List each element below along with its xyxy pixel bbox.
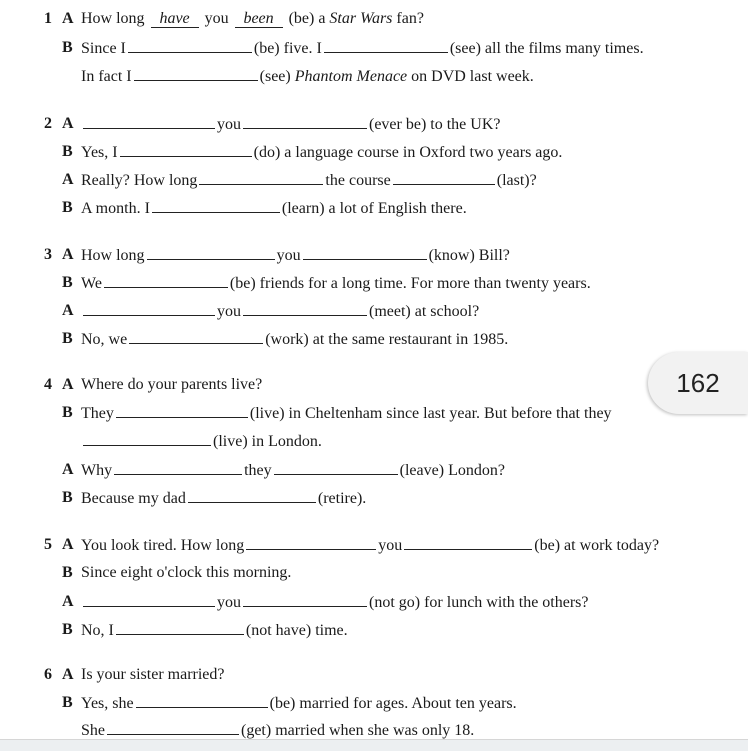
text-segment: Since I xyxy=(81,40,126,57)
answer-blank[interactable] xyxy=(243,114,367,129)
text-segment: on DVD last week. xyxy=(411,68,534,85)
page-number-badge[interactable]: 162 xyxy=(648,352,748,414)
answer-blank[interactable] xyxy=(83,592,215,607)
text-segment: (be) married for ages. About ten years. xyxy=(269,695,517,712)
text-segment: (be) friends for a long time. For more than twenty years. xyxy=(229,275,591,292)
speaker-label: A xyxy=(62,536,74,553)
filled-answer[interactable]: have xyxy=(151,11,199,28)
answer-blank[interactable] xyxy=(274,460,398,475)
text-segment: you xyxy=(217,116,241,133)
exercise-number: 2 xyxy=(44,115,52,132)
answer-blank[interactable] xyxy=(104,273,228,288)
text-segment: they xyxy=(244,462,272,479)
text-segment: you xyxy=(217,303,241,320)
text-segment: (not have) time. xyxy=(245,622,348,639)
text-segment: (know) Bill? xyxy=(428,247,510,264)
text-segment: (do) a language course in Oxford two years ago. xyxy=(253,144,563,161)
answer-blank[interactable] xyxy=(199,170,323,185)
answer-blank[interactable] xyxy=(152,198,280,213)
speaker-label: B xyxy=(62,39,73,56)
text-segment: you xyxy=(217,594,241,611)
exercise-number: 5 xyxy=(44,536,52,553)
text-segment: fan? xyxy=(396,10,424,27)
text-segment: Really? How long xyxy=(81,172,198,189)
answer-blank[interactable] xyxy=(243,301,367,316)
text-segment: No, we xyxy=(81,331,128,348)
filled-answer[interactable]: been xyxy=(235,11,283,28)
text-segment: (see) xyxy=(259,68,291,85)
text-segment: (be) a xyxy=(288,10,326,27)
speaker-label: B xyxy=(62,621,73,638)
answer-blank[interactable] xyxy=(188,488,316,503)
speaker-label: A xyxy=(62,302,74,319)
answer-blank[interactable] xyxy=(324,38,448,53)
answer-blank[interactable] xyxy=(129,329,263,344)
speaker-label: A xyxy=(62,376,74,393)
answer-blank[interactable] xyxy=(134,66,258,81)
answer-blank[interactable] xyxy=(83,114,215,129)
text-segment: A month. I xyxy=(81,200,150,217)
answer-blank[interactable] xyxy=(303,245,427,260)
text-segment: Yes, she xyxy=(81,695,134,712)
text-segment: (not go) for lunch with the others? xyxy=(369,594,589,611)
exercise-number: 1 xyxy=(44,10,52,27)
text-segment: We xyxy=(81,275,102,292)
text-segment: you xyxy=(378,537,403,554)
text-segment: How long xyxy=(81,247,145,264)
answer-blank[interactable] xyxy=(243,592,367,607)
text-segment: the course xyxy=(325,172,391,189)
text-segment: (be) five. I xyxy=(253,40,322,57)
text-segment: (ever be) to the UK? xyxy=(369,116,501,133)
answer-blank[interactable] xyxy=(83,431,211,446)
speaker-label: B xyxy=(62,143,73,160)
text-segment: (meet) at school? xyxy=(369,303,480,320)
speaker-label: A xyxy=(62,115,74,132)
answer-blank[interactable] xyxy=(128,38,252,53)
text-segment: No, I xyxy=(81,622,114,639)
speaker-label: A xyxy=(62,10,74,27)
answer-blank[interactable] xyxy=(120,142,252,157)
answer-blank[interactable] xyxy=(116,620,244,635)
speaker-label: A xyxy=(62,246,74,263)
speaker-label: A xyxy=(62,593,74,610)
text-segment: (live) in Cheltenham since last year. But before that they xyxy=(249,405,612,422)
text-segment: They xyxy=(81,405,114,422)
text-segment: (be) at work today? xyxy=(534,537,660,554)
text-segment: (work) at the same restaurant in 1985. xyxy=(265,331,509,348)
text-segment: (live) in London. xyxy=(213,433,322,450)
speaker-label: B xyxy=(62,404,73,421)
text-segment: Why xyxy=(81,462,113,479)
speaker-label: B xyxy=(62,564,73,581)
answer-blank[interactable] xyxy=(404,535,532,550)
text-segment: (see) all the films many times. xyxy=(449,40,644,57)
text-segment: Is your sister married? xyxy=(81,666,225,683)
speaker-label: B xyxy=(62,199,73,216)
answer-blank[interactable] xyxy=(107,720,239,735)
text-segment: Because my dad xyxy=(81,490,186,507)
speaker-label: A xyxy=(62,461,74,478)
text-segment: (retire). xyxy=(317,490,367,507)
text-segment: Since eight o'clock this morning. xyxy=(81,564,292,581)
text-segment: (leave) London? xyxy=(399,462,505,479)
speaker-label: A xyxy=(62,666,74,683)
text-segment: you xyxy=(276,247,301,264)
italic-title: Star Wars xyxy=(329,10,393,27)
text-segment: (last)? xyxy=(496,172,537,189)
speaker-label: A xyxy=(62,171,74,188)
text-segment: You look tired. How long xyxy=(81,537,245,554)
text-segment: In fact I xyxy=(81,68,132,85)
text-segment: Where do your parents live? xyxy=(81,376,263,393)
answer-blank[interactable] xyxy=(246,535,376,550)
answer-blank[interactable] xyxy=(136,693,268,708)
answer-blank[interactable] xyxy=(393,170,495,185)
bottom-bar xyxy=(0,739,748,751)
answer-blank[interactable] xyxy=(114,460,242,475)
text-segment: Yes, I xyxy=(81,144,118,161)
text-segment: She xyxy=(81,722,105,739)
answer-blank[interactable] xyxy=(116,403,248,418)
speaker-label: B xyxy=(62,330,73,347)
speaker-label: B xyxy=(62,694,73,711)
italic-title: Phantom Menace xyxy=(294,68,408,85)
text-segment: (learn) a lot of English there. xyxy=(281,200,467,217)
exercise-number: 6 xyxy=(44,666,52,683)
text-segment: you xyxy=(204,10,229,27)
speaker-label: B xyxy=(62,489,73,506)
text-segment: (get) married when she was only 18. xyxy=(241,722,475,739)
speaker-label: B xyxy=(62,274,73,291)
answer-blank[interactable] xyxy=(147,245,275,260)
answer-blank[interactable] xyxy=(83,301,215,316)
text-segment: How long xyxy=(81,10,145,27)
exercise-number: 3 xyxy=(44,246,52,263)
exercise-number: 4 xyxy=(44,376,52,393)
